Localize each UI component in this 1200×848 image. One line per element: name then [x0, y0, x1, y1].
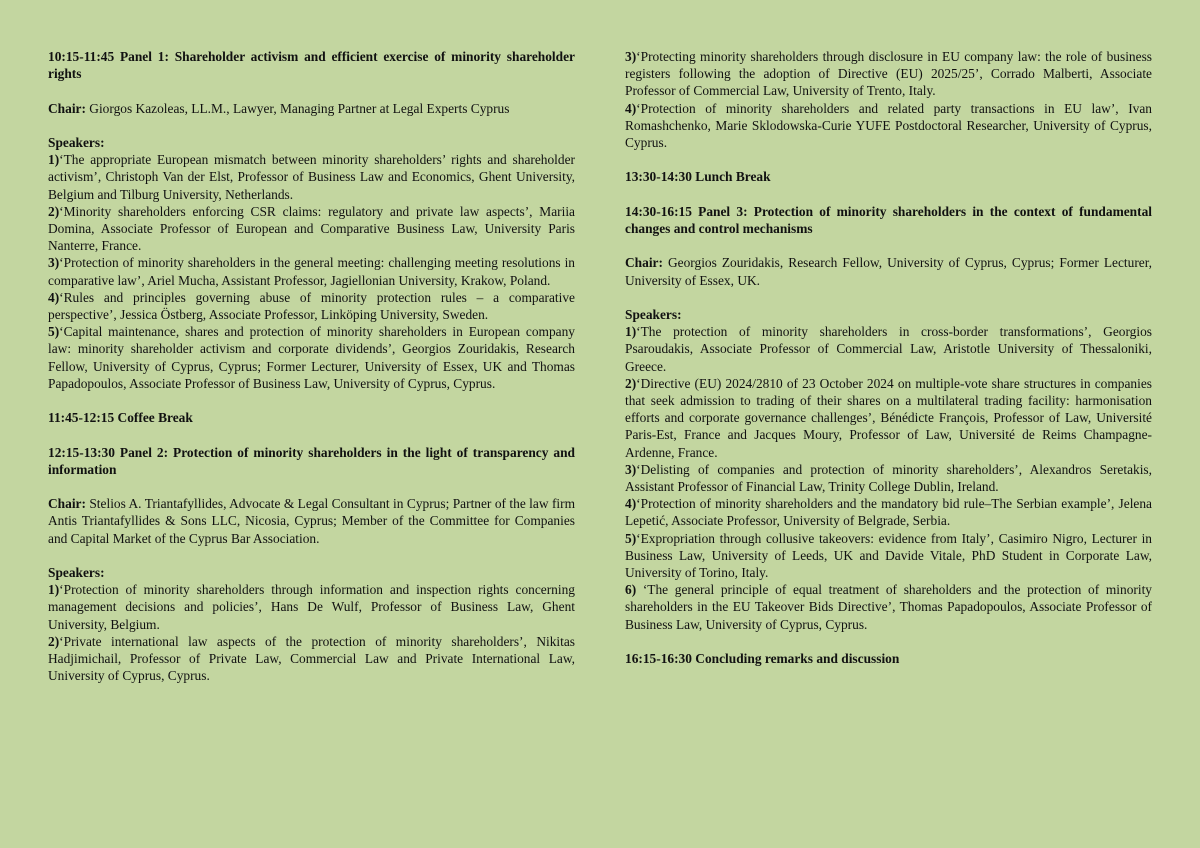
speaker-item — [625, 375, 1152, 461]
speaker-item — [48, 633, 575, 685]
concluding-heading: 16:15-16:30 Concluding remarks and discussion — [625, 651, 900, 667]
speaker-item — [48, 581, 575, 633]
panel3-chair — [625, 254, 1152, 288]
speaker-item — [625, 581, 1152, 633]
panel3-chair-label: Chair: — [625, 255, 663, 271]
speaker-text: ‘Private international law aspects of the protection of minority shareholders’, Nikitas Hadjimichail, Professor of Private Law, Commercial Law and Private International Law, University of Cyprus, Cyprus. — [48, 633, 575, 684]
speaker-text: ‘Protection of minority shareholders and related party transactions in EU law’, Ivan Romashchenko, Marie Sklodowska-Curie YUFE Postdoctoral Researcher, University of Cyprus, Cyprus. — [625, 100, 1152, 151]
speaker-number: 2) — [625, 375, 637, 391]
speaker-number: 6) — [625, 582, 637, 598]
panel1-chair-label: Chair: — [48, 100, 86, 116]
speaker-text: ‘Protecting minority shareholders through disclosure in EU company law: the role of business registers following the adoption of Directive (EU) 2025/25’, Corrado Malberti, Associate Professor of Commercial Law, University of Trento, Italy. — [625, 49, 1152, 99]
speaker-text: ‘Directive (EU) 2024/2810 of 23 October 2024 on multiple-vote share structures in companies that seek admission to trading of their shares on a multilateral trading facility: harmonisation efforts and corporate governance challenges’, Bénédicte François, Professor of Law, Université Paris-Est, France and Jacques Moury, Professor of Law, Université de Reims Champagne-Ardenne, France. — [625, 375, 1152, 460]
panel1-speakers — [48, 134, 575, 392]
speaker-text: ‘The protection of minority shareholders in cross-border transformations’, Georgios Psaroudakis, Associate Professor of Commercial Law, Aristotle University of Thessaloniki, Greece. — [625, 324, 1152, 374]
speaker-text: ‘Delisting of companies and protection of minority shareholders’, Alexandros Seretakis, Assistant Professor of Financial Law, Trinity College Dublin, Ireland. — [625, 461, 1152, 495]
panel1-chair-text: Giorgos Kazoleas, LL.M., Lawyer, Managing Partner at Legal Experts Cyprus — [85, 100, 510, 116]
right-column — [625, 48, 1152, 684]
speaker-number: 5) — [48, 324, 60, 340]
speaker-item — [625, 461, 1152, 495]
panel2-speakers — [48, 564, 575, 684]
speaker-number: 3) — [625, 461, 637, 477]
speaker-item — [625, 323, 1152, 375]
speaker-number: 3) — [625, 49, 637, 64]
speaker-item — [625, 48, 1152, 100]
speaker-text: ‘Protection of minority shareholders in the general meeting: challenging meeting resolutions in comparative law’, Ariel Mucha, Assistant Professor, Jagiellonian University, Krakow, Poland. — [48, 255, 575, 288]
panel3-heading: 14:30-16:15 Panel 3: Protection of minority shareholders in the context of fundamental changes and control mechanisms — [625, 203, 1152, 236]
left-column — [48, 48, 575, 702]
speaker-text: ‘Expropriation through collusive takeovers: evidence from Italy’, Casimiro Nigro, Lecturer in Business Law, University of Leeds, UK and Davide Vitale, PhD Student in Corporate Law, University of Torino, Italy. — [625, 530, 1152, 581]
panel3-speakers — [625, 306, 1152, 633]
speaker-item — [625, 100, 1152, 152]
panel2-chair — [48, 495, 575, 547]
speaker-item — [48, 254, 575, 288]
panel3-speakers-label: Speakers: — [625, 306, 682, 322]
speaker-item — [625, 495, 1152, 529]
coffee-break-heading: 11:45-12:15 Coffee Break — [48, 410, 193, 426]
speaker-text: ‘Rules and principles governing abuse of minority protection rules – a comparative perspective’, Jessica Östberg, Associate Professor, Linköping University, Sweden. — [48, 289, 575, 323]
panel2-speakers-continued — [625, 48, 1152, 151]
panel1-speakers-label: Speakers: — [48, 134, 105, 150]
speaker-number: 4) — [625, 100, 637, 116]
speaker-text: ‘Protection of minority shareholders and the mandatory bid rule–The Serbian example’, Jelena Lepetić, Associate Professor, University of Belgrade, Serbia. — [625, 496, 1152, 529]
panel3-chair-text: Georgios Zouridakis, Research Fellow, University of Cyprus, Cyprus; Former Lecturer, University of Essex, UK. — [625, 255, 1152, 288]
speaker-number: 4) — [48, 289, 60, 305]
speaker-number: 2) — [48, 203, 60, 219]
speaker-item — [48, 151, 575, 203]
panel1-chair — [48, 100, 575, 117]
panel1-heading: 10:15-11:45 Panel 1: Shareholder activism and efficient exercise of minority shareholder rights — [48, 49, 575, 82]
speaker-item — [625, 530, 1152, 582]
speaker-number: 3) — [48, 255, 60, 271]
speaker-item — [48, 323, 575, 392]
speaker-number: 4) — [625, 496, 637, 512]
speaker-text: ‘Capital maintenance, shares and protection of minority shareholders in European company law: minority shareholder activism and corporate dividends’, Georgios Zouridakis, Research Fellow, University of Cyprus, Cyprus; Former Lecturer, University of Essex, UK and Thomas Papadopoulos, Associate Professor of Business Law, University of Cyprus, Cyprus. — [48, 324, 575, 391]
panel2-chair-label: Chair: — [48, 496, 86, 512]
panel2-chair-text: Stelios A. Triantafyllides, Advocate & Legal Consultant in Cyprus; Partner of the law firm Antis Triantafyllides & Sons LLC, Nicosia, Cyprus; Member of the Committee for Companies and Capital Market of the Cyprus Bar Association. — [48, 496, 575, 546]
speaker-text: ‘The appropriate European mismatch between minority shareholders’ rights and shareholder activism’, Christoph Van der Elst, Professor of Business Law and Economics, Ghent University, Belgium and Tilburg University, Netherlands. — [48, 152, 575, 202]
speaker-number: 1) — [48, 582, 60, 598]
speaker-item — [48, 289, 575, 323]
speaker-text: ‘Minority shareholders enforcing CSR claims: regulatory and private law aspects’, Mariia Domina, Associate Professor of European and Comparative Business Law, University Paris Nanterre, France. — [48, 203, 575, 254]
speaker-number: 5) — [625, 530, 637, 546]
speaker-number: 1) — [48, 152, 60, 168]
speaker-number: 2) — [48, 633, 60, 649]
lunch-break-heading: 13:30-14:30 Lunch Break — [625, 169, 771, 185]
panel2-heading: 12:15-13:30 Panel 2: Protection of minority shareholders in the light of transparency and information — [48, 444, 575, 477]
panel2-speakers-label: Speakers: — [48, 565, 105, 580]
speaker-item — [48, 203, 575, 255]
speaker-number: 1) — [625, 324, 637, 340]
speaker-text: ‘Protection of minority shareholders through information and inspection rights concerning management decisions and policies’, Hans De Wulf, Professor of Business Law, Ghent University, Belgium. — [48, 582, 575, 632]
speaker-text: ‘The general principle of equal treatment of shareholders and the protection of minority shareholders in the EU Takeover Bids Directive’, Thomas Papadopoulos, Associate Professor of Business Law, University of Cyprus, Cyprus. — [625, 582, 1152, 632]
